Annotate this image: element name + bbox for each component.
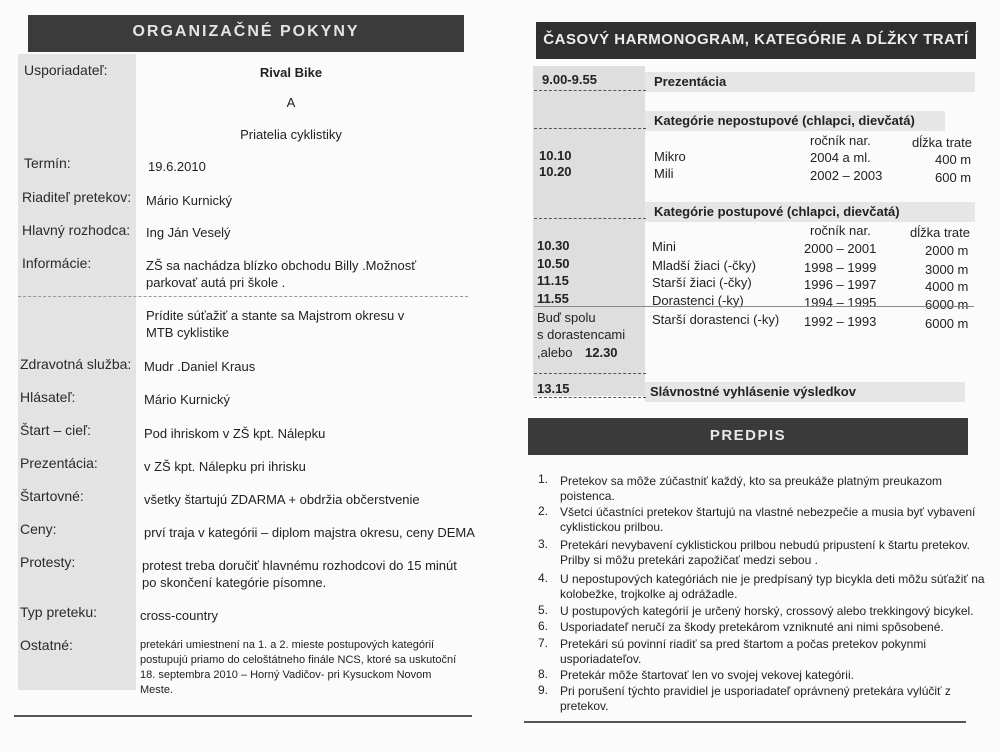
category-year: 2002 – 2003	[810, 168, 883, 183]
left-bottom-rule	[14, 715, 472, 717]
start-finish-label: Štart – cieľ:	[20, 422, 91, 438]
schedule-time: 10.10	[539, 148, 572, 163]
organizer-line-2: A	[286, 95, 296, 110]
date-label: Termín:	[24, 155, 71, 171]
note-line-1: Buď spolu	[537, 310, 596, 325]
category-length: 2000 m	[925, 243, 969, 258]
schedule-title: ČASOVÝ HARMONOGRAM, KATEGÓRIE A DĹŽKY TRATÍ	[543, 31, 969, 48]
category-name: Starší dorastenci (-ky)	[652, 312, 780, 327]
category-name: Mini	[652, 239, 676, 254]
race-type-value: cross-country	[140, 608, 219, 623]
category-length: 600 m	[935, 170, 972, 185]
category-year: 2000 – 2001	[804, 241, 877, 256]
rule-number: 2.	[537, 504, 548, 518]
rule-line: Pretekov sa môže zúčastniť každý, kto sa preukáže platným preukazom	[560, 474, 943, 488]
schedule-time: 10.20	[539, 164, 572, 179]
rule-line: Pretekári sú povinní riadiť sa pred štartom a počas pretekov pokynmi	[560, 637, 927, 651]
category-year: 1996 – 1997	[804, 277, 877, 292]
category-year: 1998 – 1999	[804, 260, 877, 275]
length-column-header: dĺžka trate	[910, 225, 970, 240]
rule-line: U nepostupových kategóriách nie je predpísaný typ bicykla deti môžu súťažiť na	[560, 572, 985, 586]
registration-label: Prezentácia:	[20, 455, 98, 471]
rule-line: U postupových kategórií je určený horský, crossový alebo trekkingový bicykel.	[560, 604, 974, 618]
rule-number: 4.	[537, 571, 548, 585]
rule-number: 3.	[537, 537, 548, 551]
rule-line: Usporiadateľ neručí za škody pretekárom vzniknuté ani nimi spôsobené.	[560, 620, 944, 634]
category-length: 400 m	[935, 152, 972, 167]
protests-value: protest treba doručiť hlavnému rozhodcovi do 15 minút po skončení kategórie písomne.	[142, 558, 457, 590]
information-label: Informácie:	[22, 255, 92, 271]
category-length: 6000 m	[925, 316, 969, 331]
schedule-time: 10.50	[537, 256, 570, 271]
category-year: 1994 – 1995	[804, 295, 877, 310]
awards-label: Slávnostné vyhlásenie výsledkov	[650, 384, 856, 399]
announcer-label: Hlásateľ:	[20, 389, 76, 405]
note-line-3: ,alebo	[537, 345, 573, 360]
schedule-time: 11.15	[537, 273, 569, 288]
other-value: pretekári umiestnení na 1. a 2. mieste postupových kategórií postupujú priamo do celoštátneho finále NCS, ktoré sa uskutoční 18. septembra 2010 – Horný Vadičov- pri Kysuckom Novom Meste.	[140, 639, 457, 696]
year-column-header: ročník nar.	[810, 223, 871, 238]
schedule-time: 11.55	[537, 291, 569, 306]
length-column-header: dĺžka trate	[912, 135, 972, 150]
note-time: 12.30	[585, 345, 618, 360]
organizer-line-1: Rival Bike	[259, 65, 323, 80]
schedule-header	[536, 22, 976, 59]
rule-line: kolobežke, trojkolke aj odrážadle.	[560, 587, 738, 601]
schedule-time: 10.30	[537, 238, 570, 253]
dash-divider	[534, 128, 646, 129]
row-rule	[534, 306, 974, 307]
chief-judge-value: Ing Ján Veselý	[146, 225, 231, 240]
note-line-2: s dorastencami	[537, 327, 626, 342]
rule-line: Prilby si môžu pretekári zapožičať medzi sebou .	[560, 553, 818, 567]
information-extra-value: Prídite súťažiť a stante sa Majstrom okresu v MTB cyklistike	[146, 308, 405, 340]
label-column-background	[18, 54, 136, 690]
dash-divider	[534, 373, 646, 374]
rule-line: Pretekár môže štartovať len vo svojej vekovej kategórii.	[560, 668, 854, 682]
medical-service-label: Zdravotná služba:	[20, 356, 132, 372]
announcer-value: Mário Kurnický	[144, 392, 230, 407]
rule-line: Všetci účastníci pretekov štartujú na vlastné nebezpečie a musia byť vybavení	[560, 505, 976, 519]
registration-value: v ZŠ kpt. Nálepku pri ihrisku	[144, 459, 306, 474]
year-column-header: ročník nar.	[810, 133, 871, 148]
race-director-value: Mário Kurnický	[146, 193, 232, 208]
protests-label: Protesty:	[20, 554, 76, 570]
organizer-label: Usporiadateľ:	[24, 62, 108, 78]
rule-line: cyklistickou prilbou.	[560, 520, 664, 534]
nonqual-title: Kategórie nepostupové (chlapci, dievčatá)	[654, 113, 915, 128]
entry-fee-value: všetky štartujú ZDARMA + obdržia občerstvenie	[144, 492, 420, 507]
category-name: Mikro	[654, 149, 686, 164]
right-bottom-rule	[524, 721, 966, 723]
category-length: 3000 m	[925, 262, 969, 277]
information-value: ZŠ sa nachádza blízko obchodu Billy .Možnosť parkovať autá pri škole .	[146, 258, 417, 290]
dash-divider	[534, 218, 646, 219]
category-length: 4000 m	[925, 279, 969, 294]
rule-line: usporiadateľov.	[560, 652, 642, 666]
rule-line: poistenca.	[560, 489, 615, 503]
category-name: Dorastenci (-ky)	[652, 293, 744, 308]
category-name: Mili	[654, 166, 674, 181]
prizes-value: prví traja v kategórii – diplom majstra okresu, ceny DEMA	[144, 525, 475, 540]
rule-number: 8.	[537, 667, 548, 681]
prizes-label: Ceny:	[20, 521, 57, 537]
category-name: Starší žiaci (-čky)	[652, 275, 752, 290]
category-name: Mladší žiaci (-čky)	[652, 258, 757, 273]
organizer-line-3: Priatelia cyklistiky	[240, 127, 342, 142]
race-type-label: Typ preteku:	[20, 604, 98, 620]
registration-time: 9.00-9.55	[542, 72, 597, 87]
rule-line: Pri porušení týchto pravidiel je usporiadateľ oprávnený pretekára vylúčiť z	[560, 684, 951, 698]
rule-number: 1.	[537, 472, 548, 486]
qual-title: Kategórie postupové (chlapci, dievčatá)	[654, 204, 900, 219]
rule-number: 7.	[537, 636, 548, 650]
divider	[18, 296, 468, 297]
rule-number: 9.	[537, 683, 548, 697]
category-year: 2004 a ml.	[810, 150, 871, 165]
dash-divider	[534, 90, 646, 91]
awards-time: 13.15	[537, 381, 570, 396]
rule-number: 6.	[537, 619, 548, 633]
other-label: Ostatné:	[20, 637, 73, 653]
rule-line: Pretekári nevybavení cyklistickou prilbou nebudú pripustení k štartu pretekov.	[560, 538, 970, 552]
organization-header	[28, 15, 464, 52]
rules-header	[528, 418, 968, 455]
rule-line: pretekov.	[560, 699, 609, 713]
start-finish-value: Pod ihriskom v ZŠ kpt. Nálepku	[144, 426, 326, 441]
organization-title: ORGANIZAČNÉ POKYNY	[132, 23, 360, 40]
race-director-label: Riaditeľ pretekov:	[22, 189, 132, 205]
category-length: 6000 m	[925, 297, 969, 312]
date-value: 19.6.2010	[148, 159, 206, 174]
rule-number: 5.	[537, 603, 548, 617]
registration-row-label: Prezentácia	[654, 74, 727, 89]
category-year: 1992 – 1993	[804, 314, 877, 329]
rules-title: PREDPIS	[709, 427, 787, 444]
medical-service-value: Mudr .Daniel Kraus	[144, 359, 256, 374]
chief-judge-label: Hlavný rozhodca:	[22, 222, 131, 238]
entry-fee-label: Štartovné:	[20, 488, 84, 504]
dash-divider	[534, 397, 646, 398]
